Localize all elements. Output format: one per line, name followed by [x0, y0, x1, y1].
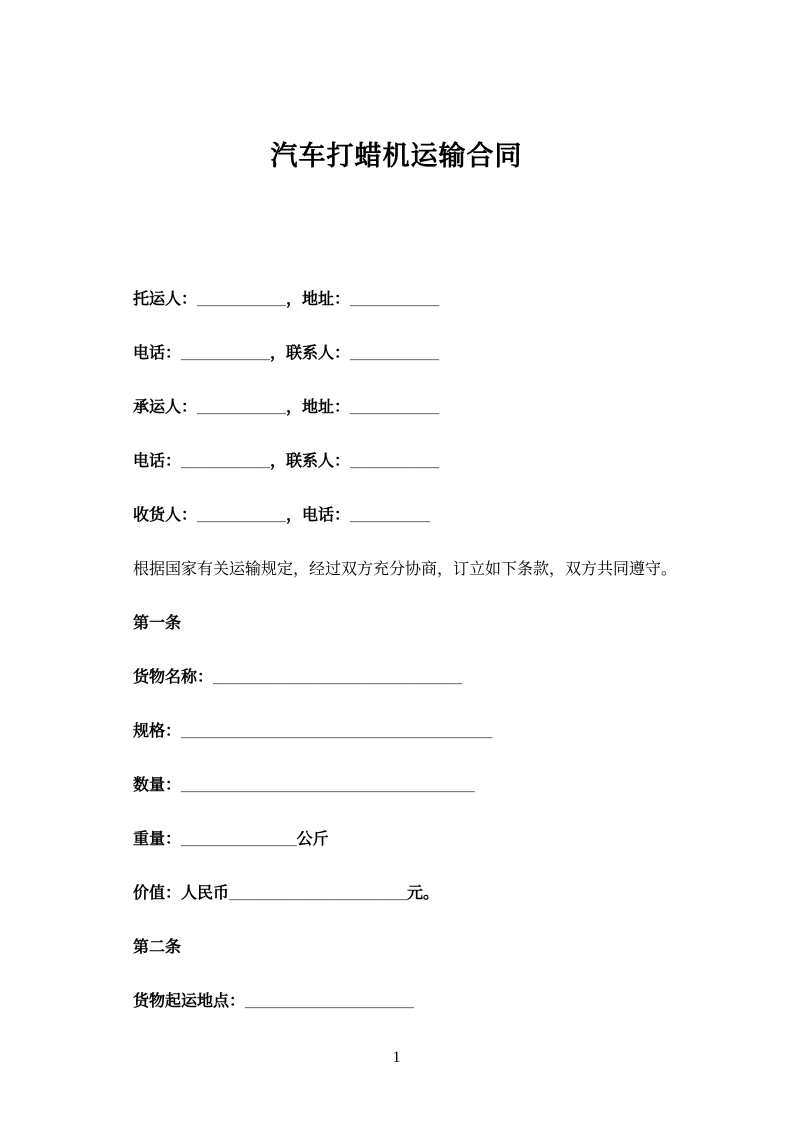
goods-name-line: 货物名称：____________________________ — [133, 669, 463, 686]
shipper-phone-contact-line: 电话：__________，联系人：__________ — [133, 345, 439, 362]
value-line: 价值：人民币____________________元。 — [133, 885, 439, 902]
carrier-phone-contact-line: 电话：__________，联系人：__________ — [133, 453, 439, 470]
shipper-address-line: 托运人：__________，地址：__________ — [133, 291, 439, 308]
origin-line: 货物起运地点：___________________ — [133, 993, 415, 1010]
weight-line: 重量：_____________公斤 — [133, 831, 329, 848]
specification-line: 规格：___________________________________ — [133, 723, 493, 740]
article-1-heading: 第一条 — [133, 615, 182, 632]
document-title: 汽车打蜡机运输合同 — [270, 141, 523, 171]
article-2-heading: 第二条 — [133, 939, 182, 956]
page-number: 1 — [392, 1049, 401, 1066]
document-body — [0, 289, 793, 1013]
consignee-phone-line: 收货人：__________，电话：_________ — [133, 507, 431, 524]
carrier-address-line: 承运人：__________，地址：__________ — [133, 399, 439, 416]
quantity-line: 数量：_________________________________ — [133, 777, 475, 794]
preamble-paragraph: 根据国家有关运输规定，经过双方充分协商，订立如下条款，双方共同遵守。 — [133, 561, 678, 578]
